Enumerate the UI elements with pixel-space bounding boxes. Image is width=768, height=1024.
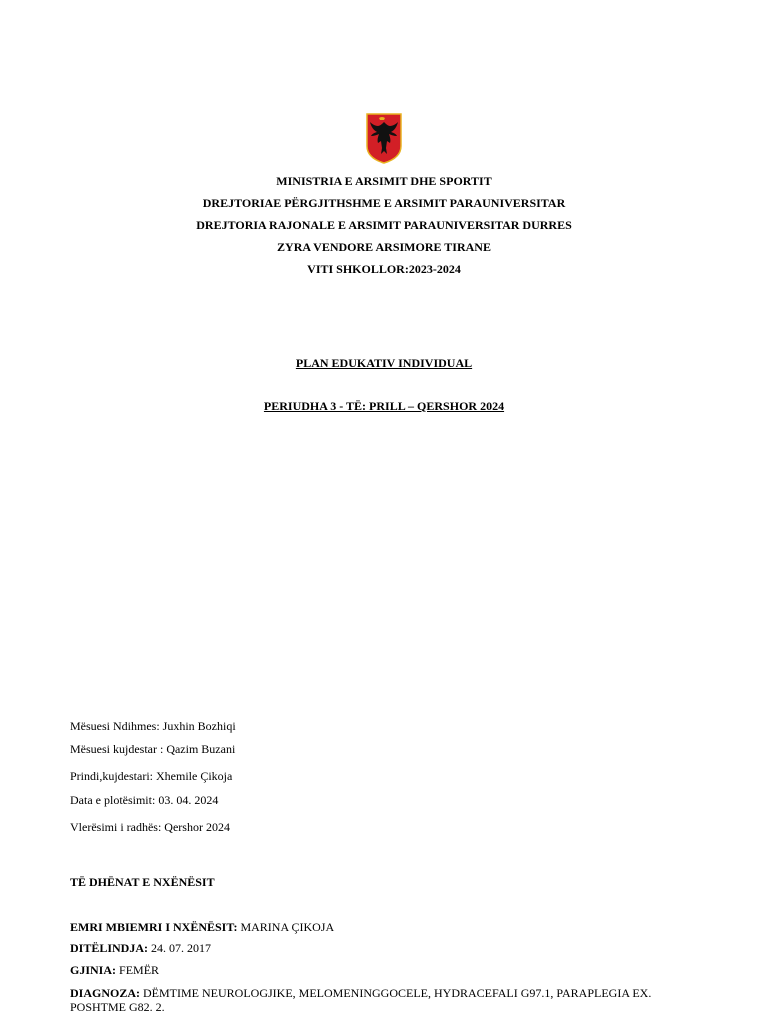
birthdate-value: 24. 07. 2017 (148, 941, 212, 955)
class-teacher: Mësuesi kujdestar : Qazim Buzani (70, 742, 236, 756)
diagnosis-field (70, 986, 710, 1014)
birthdate-label: DITËLINDJA: (70, 941, 149, 955)
ministry-name: MINISTRIA E ARSIMIT DHE SPORTIT (276, 174, 492, 188)
guardian: Prindi,kujdestari: Xhemile Çikoja (70, 769, 233, 783)
local-office-name: ZYRA VENDORE ARSIMORE TIRANE (277, 240, 491, 254)
regional-directorate-name: DREJTORIA RAJONALE E ARSIMIT PARAUNIVERSITAR DURRES (196, 218, 572, 232)
diagnosis-label: DIAGNOZA: (70, 986, 141, 1000)
student-name-label: EMRI MBIEMRI I NXËNËSIT: (70, 920, 238, 934)
next-review-date: Vlerësimi i radhës: Qershor 2024 (70, 820, 230, 834)
gender-label: GJINIA: (70, 963, 117, 977)
albanian-coat-of-arms-icon (365, 112, 403, 165)
gender-field (70, 963, 710, 977)
general-directorate-name: DREJTORIAE PËRGJITHSHME E ARSIMIT PARAUNIVERSITAR (202, 196, 566, 210)
student-name-field (70, 920, 710, 934)
assistant-teacher: Mësuesi Ndihmes: Juxhin Bozhiqi (70, 719, 236, 733)
school-year: VITI SHKOLLOR:2023-2024 (307, 262, 461, 276)
period-title: PERIUDHA 3 - TË: PRILL – QERSHOR 2024 (263, 399, 505, 413)
diagnosis-value: DËMTIME NEUROLOGJIKE, MELOMENINGGOCELE, HYDRACEFALI G97.1, PARAPLEGIA EX. POSHTME G82. 2. (70, 986, 652, 1014)
birthdate-field (70, 941, 710, 955)
document-title: PLAN EDUKATIV INDIVIDUAL (295, 356, 473, 370)
completion-date: Data e plotësimit: 03. 04. 2024 (70, 793, 219, 807)
student-name-value: MARINA ÇIKOJA (237, 920, 335, 934)
student-section-heading: TË DHËNAT E NXËNËSIT (70, 875, 215, 889)
gender-value: FEMËR (116, 963, 160, 977)
